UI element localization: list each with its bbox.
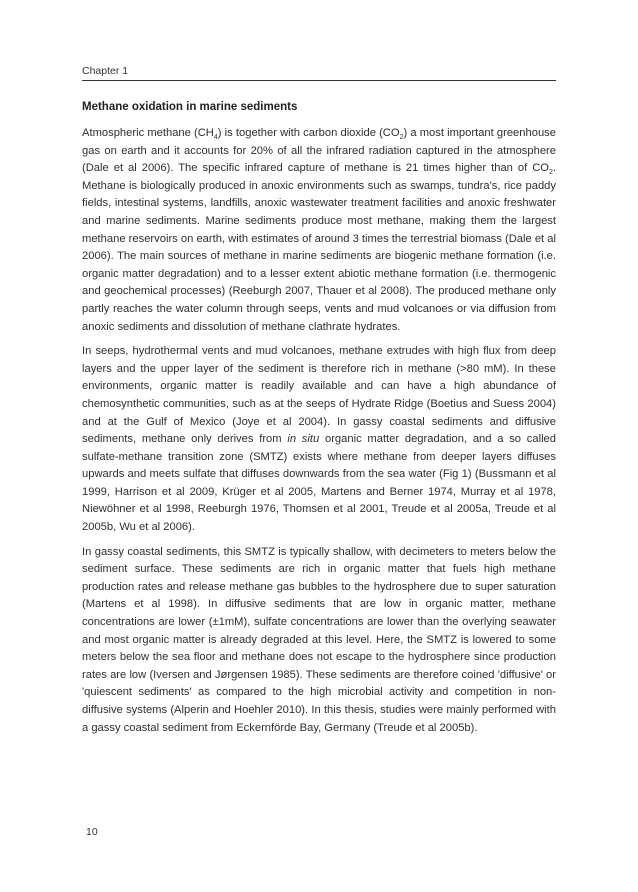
paragraph-1-text-a: Atmospheric methane (CH xyxy=(82,127,214,139)
body-content xyxy=(82,99,556,744)
paragraph-1-text-b: ) is together with carbon dioxide (CO xyxy=(217,127,400,139)
subscript-ch4: 4 xyxy=(213,134,218,142)
subscript-co2-second: 2 xyxy=(548,169,553,177)
subscript-co2: 2 xyxy=(399,134,404,142)
page-number: 10 xyxy=(86,826,98,838)
section-title: Methane oxidation in marine sediments xyxy=(82,101,298,113)
paragraph-2-italic: in situ xyxy=(287,433,320,446)
paragraph-1-text-d: . Methane is biologically produced in anoxic environments such as swamps, tundra's, rice paddy fields, intestinal systems, landfills, anoxic wastewater treatment facilities and anoxic freshwater and marine sediments. Marine sediments produce most methane, making them the largest methane reservoirs on earth, with estimates of around 3 times the terrestrial biomass (Dale et al 2006). The main sources of methane in marine sediments are biogenic methane formation (i.e. organic matter degradation) and to a lesser extent abiotic methane formation (i.e. thermogenic and geochemical processes) (Reeburgh 2007, Thauer et al 2008). The produced methane only partly reaches the water column through seeps, vents and mud volcanoes or via diffusion from anoxic sediments and dissolution of methane clathrate hydrates. xyxy=(82,162,556,333)
header-rule xyxy=(82,80,556,81)
paragraph-1-text-c: ) a most important greenhouse gas on earth and it accounts for 20% of all the infrared radiation captured in the atmosphere (Dale et al 2006). The specific infrared capture of methane is 21 times higher than of CO xyxy=(82,127,556,175)
paragraph-2-text-b: organic matter degradation, and a so called sulfate-methane transition zone (SMTZ) exists where methane from deeper layers diffuses upwards and meets sulfate that diffuses downwards from the sea water (Fig 1) (Bussmann et al 1999, Harrison et al 2009, Krüger et al 2005, Martens and Berner 1974, Murray et al 1978, Niewöhner et al 1998, Reeburgh 1976, Thomsen et al 2001, Treude et al 2005a, Treude et al 2005b, Wu et al 2006). xyxy=(82,433,556,534)
paragraph-2-text-a: In seeps, hydrothermal vents and mud volcanoes, methane extrudes with high flux from deep layers and the upper layer of the sediment is therefore rich in methane (>80 mM). In these environments, organic matter is readily available and can have a high abundance of chemosynthetic communities, such as at the seeps of Hydrate Ridge (Boetius and Suess 2004) and at the Gulf of Mexico (Joye et al 2004). In gassy coastal sediments and diffusive sediments, methane only derives from xyxy=(82,345,556,446)
running-header: Chapter 1 xyxy=(82,65,129,77)
paragraph-3: In gassy coastal sediments, this SMTZ is typically shallow, with decimeters to meters below the sediment surface. These sediments are rich in organic matter that fuels high methane production rates and release methane gas bubbles to the hydrosphere due to super saturation (Martens et al 1998). In diffusive sediments that are low in organic matter, methane concentrations are lower (±1mM), sulfate concentrations are lower than the overlying seawater and most organic matter is already degraded at this level. Here, the SMTZ is lowered to some meters below the sea floor and methane does not escape to the hydrosphere since production rates are low (Iversen and Jørgensen 1985). These sediments are therefore coined 'diffusive' or 'quiescent sediments' as compared to the high microbial activity and competition in non-diffusive systems (Alperin and Hoehler 2010). In this thesis, studies were mainly performed with a gassy coastal sediment from Eckernförde Bay, Germany (Treude et al 2005b). xyxy=(82,545,556,734)
paragraph-2 xyxy=(82,343,556,537)
paragraph-1 xyxy=(82,125,556,336)
